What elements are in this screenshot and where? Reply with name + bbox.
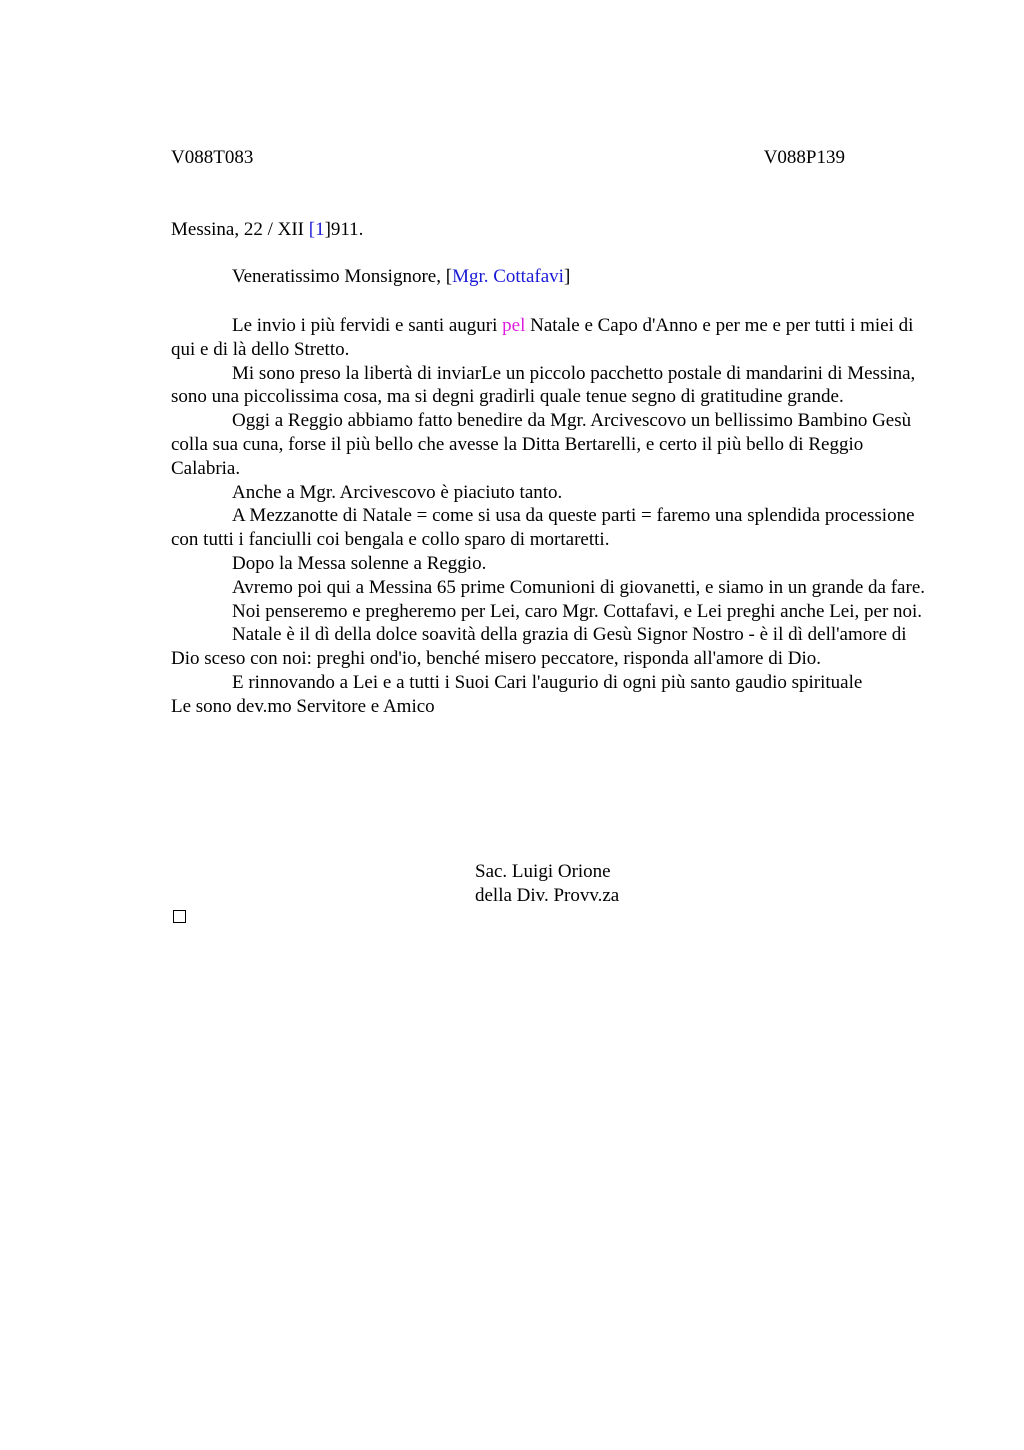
paragraph-archbishop: Anche a Mgr. Arcivescovo è piaciuto tanto. <box>232 481 563 503</box>
dateline-place-date: Messina, 22 / XII <box>171 219 309 240</box>
salutation <box>232 266 570 288</box>
paragraph-package: Mi sono preso la libertà di inviarLe un piccolo pacchetto postale di mandarini di Messina, sono una piccolissima cosa, ma si degni gradirli quale tenue segno di gratitudine grande. <box>171 362 916 408</box>
salutation-bracket-open: [ <box>445 266 453 287</box>
archive-code-left: V088T083 <box>171 147 254 168</box>
letter-body <box>171 314 931 719</box>
paragraph-christmas: Natale è il dì della dolce soavità della grazia di Gesù Signor Nostro - è il dì dell'amore di Dio sceso con noi: preghi ond'io, benché misero peccatore, risponda all'amore di Dio. <box>171 624 907 670</box>
dateline <box>171 219 363 241</box>
dateline-bracket-close: ] <box>324 219 331 240</box>
salutation-addressee: Mgr. Cottafavi <box>452 266 564 287</box>
paragraph-greetings-end: Natale e Capo d'Anno e per me e per tutti i miei di qui e di là dello Stretto. <box>171 315 914 360</box>
paragraph-greetings <box>171 314 931 362</box>
salutation-bracket-close: ] <box>563 266 571 287</box>
dateline-year-rest: 911. <box>330 219 364 240</box>
paragraph-blessing: Oggi a Reggio abbiamo fatto benedire da Mgr. Arcivescovo un bellissimo Bambino Gesù colla sua cuna, forse il più bello che avesse la Ditta Bertarelli, e certo il più bello di Reggio Calabria. <box>171 410 912 479</box>
signature-title: della Div. Provv.za <box>475 884 620 906</box>
archive-code-right: V088P139 <box>763 147 845 168</box>
dateline-inserted-digit: 1 <box>315 219 325 240</box>
paragraph-renewal: E rinnovando a Lei e a tutti i Suoi Cari l'augurio di ogni più santo gaudio spirituale <box>232 671 863 693</box>
paragraph-mass: Dopo la Messa solenne a Reggio. <box>232 552 487 574</box>
paragraph-procession: A Mezzanotte di Natale = come si usa da queste parti = faremo una splendida processione con tutti i fanciulli coi bengala e collo sparo di mortaretti. <box>171 505 915 551</box>
signature-block <box>475 860 619 908</box>
paragraph-communions: Avremo poi qui a Messina 65 prime Comunioni di giovanetti, e siamo in un grande da fare. <box>232 576 925 598</box>
paragraph-prayers: Noi penseremo e pregheremo per Lei, caro Mgr. Cottafavi, e Lei preghi anche Lei, per noi. <box>232 600 923 622</box>
closing-formula: Le sono dev.mo Servitore e Amico <box>171 695 435 717</box>
highlighted-word: pel <box>502 315 526 336</box>
signature-name: Sac. Luigi Orione <box>475 861 611 882</box>
salutation-text: Veneratissimo Monsignore, <box>232 266 446 287</box>
letter-page <box>171 0 931 1450</box>
paragraph-greetings-start: Le invio i più fervidi e santi auguri <box>232 315 503 336</box>
end-marker-box <box>173 910 186 923</box>
dateline-bracket-open: [ <box>308 219 316 240</box>
